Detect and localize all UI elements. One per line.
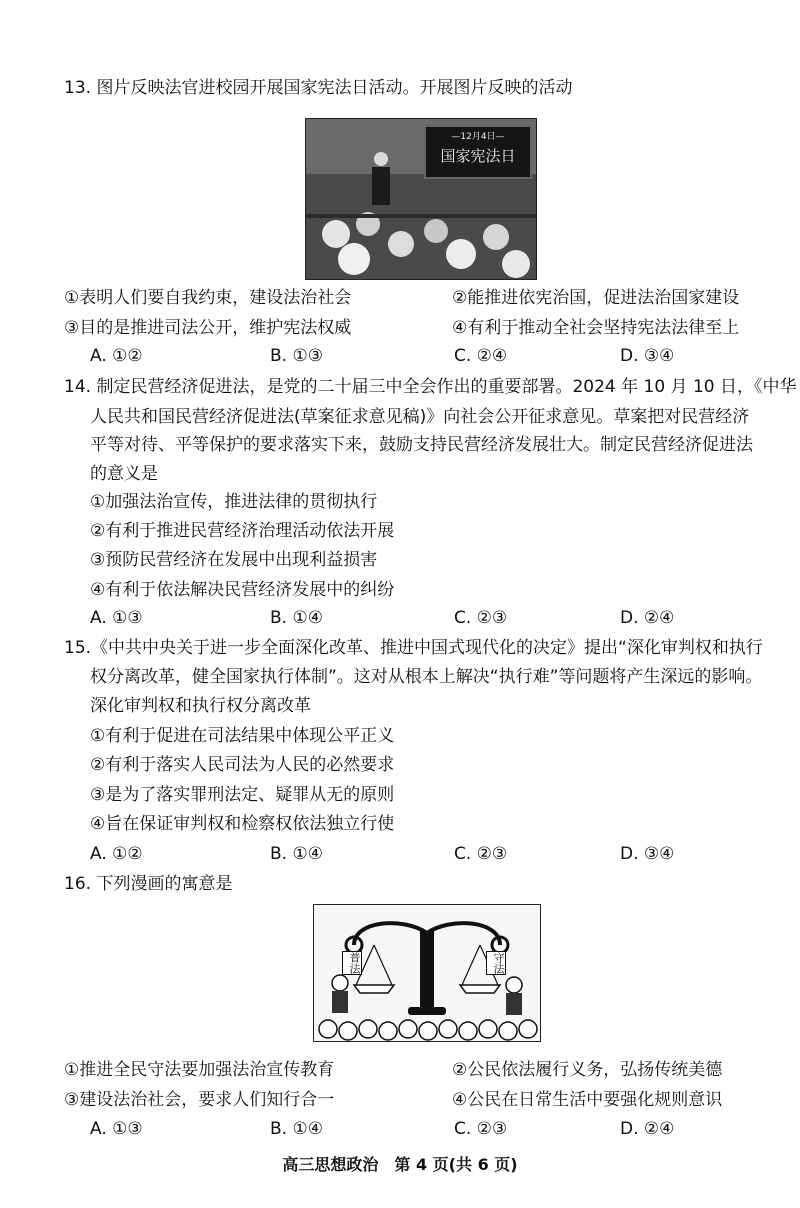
page-footer: 高三思想政治 第 4 页(共 6 页) [282,1155,518,1174]
q15-option-b: B. ①④ [270,844,323,864]
q13-option-c: C. ②④ [454,346,508,366]
q15-stem-line-2: 权分离改革，健全国家执行体制”。这对从根本上解决“执行难”等问题将产生深远的影响。 [90,667,763,687]
q14-stem-line-2: 人民共和国民营经济促进法(草案征求意见稿)》向社会公开征求意见。草案把对民营经济 [90,407,750,427]
q14-item-4: ④有利于依法解决民营经济发展中的纠纷 [90,580,395,600]
q13-item-4: ④有利于推动全社会坚持宪法法律至上 [452,318,740,338]
q14-item-1: ①加强法治宣传，推进法律的贯彻执行 [90,492,378,512]
q15-item-1: ①有利于促进在司法结果中体现公平正义 [90,726,395,746]
q16-item-1: ①推进全民守法要加强法治宣传教育 [64,1060,335,1080]
q14-stem-line-1: 14. 制定民营经济促进法，是党的二十届三中全会作出的重要部署。2024 年 10 月 10 日，《中华 [64,377,797,397]
q15-item-2: ②有利于落实人民司法为人民的必然要求 [90,755,395,775]
q13-item-3: ③目的是推进司法公开，维护宪法权威 [64,318,352,338]
q15-option-d: D. ③④ [620,844,675,864]
q14-option-d: D. ②④ [620,608,675,628]
board-date: —12月4日— [451,132,505,142]
q16-option-c: C. ②③ [454,1119,508,1139]
q16-cartoon [313,904,541,1042]
q15-stem-line-1: 15.《中共中央关于进一步全面深化改革、推进中国式现代化的决定》提出“深化审判权和执行 [64,638,763,658]
q15-item-3: ③是为了落实罪刑法定、疑罪从无的原则 [90,785,395,805]
q14-stem-line-3: 平等对待、平等保护的要求落实下来，鼓励支持民营经济发展壮大。制定民营经济促进法 [90,435,753,455]
cartoon-left-sign: 普法 [342,951,362,975]
q15-item-4: ④旨在保证审判权和检察权依法独立行使 [90,814,395,834]
q16-item-4: ④公民在日常生活中要强化规则意识 [452,1090,723,1110]
q13-option-a: A. ①② [90,346,143,366]
q15-option-a: A. ①② [90,844,143,864]
q14-item-3: ③预防民营经济在发展中出现利益损害 [90,550,378,570]
q14-option-c: C. ②③ [454,608,508,628]
q14-option-a: A. ①③ [90,608,143,628]
blackboard [424,125,532,179]
q14-stem-line-4: 的意义是 [90,464,158,484]
q13-stem: 13. 图片反映法官进校园开展国家宪法日活动。开展图片反映的活动 [64,78,573,98]
q13-photo [305,118,537,280]
q16-option-a: A. ①③ [90,1119,143,1139]
cartoon-right-sign: 守法 [486,951,506,975]
q13-item-2: ②能推进依宪治国，促进法治国家建设 [452,288,740,308]
q16-item-2: ②公民依法履行义务，弘扬传统美德 [452,1060,723,1080]
q13-option-d: D. ③④ [620,346,675,366]
q13-option-b: B. ①③ [270,346,323,366]
q16-option-b: B. ①④ [270,1119,323,1139]
q14-option-b: B. ①④ [270,608,323,628]
q16-item-3: ③建设法治社会，要求人们知行合一 [64,1090,335,1110]
q16-stem: 16. 下列漫画的寓意是 [64,874,233,894]
q15-stem-line-3: 深化审判权和执行权分离改革 [90,696,311,716]
q13-item-1: ①表明人们要自我约束，建设法治社会 [64,288,352,308]
q15-option-c: C. ②③ [454,844,508,864]
q16-option-d: D. ②④ [620,1119,675,1139]
q14-item-2: ②有利于推进民营经济治理活动依法开展 [90,521,395,541]
board-title: 国家宪法日 [440,147,516,165]
